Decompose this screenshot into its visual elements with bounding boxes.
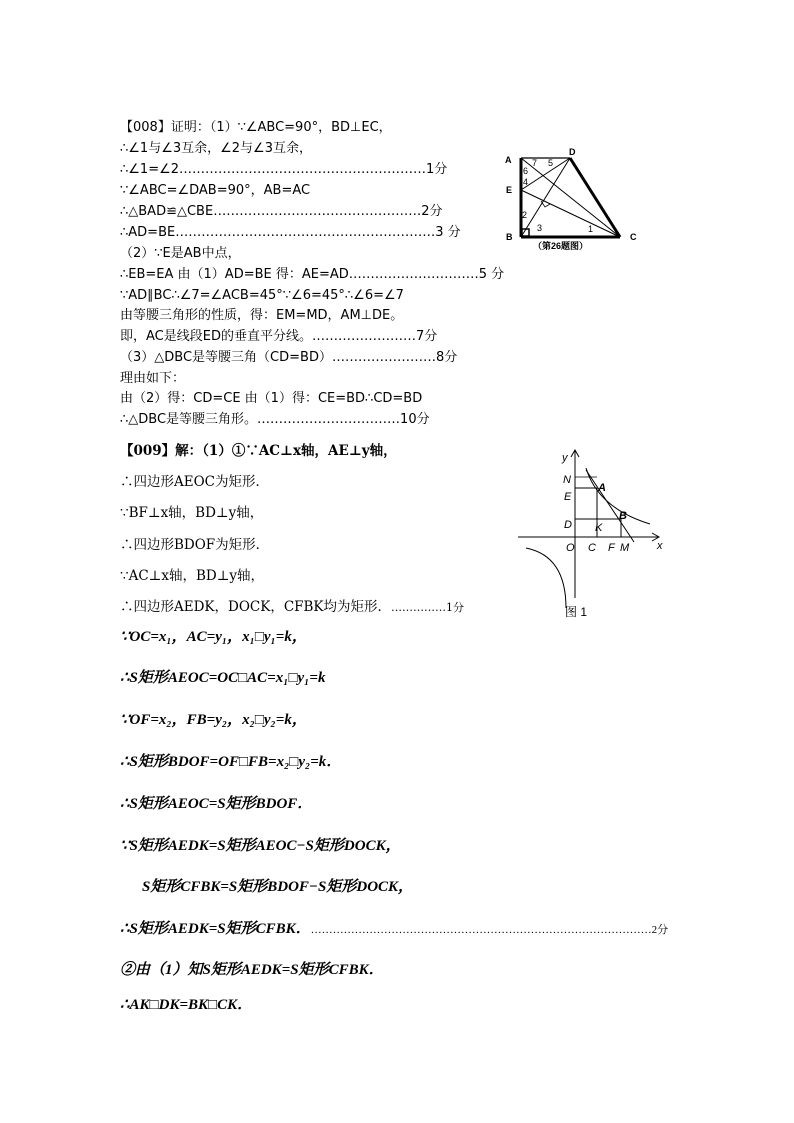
label-o: O [566,542,575,554]
s008-line-2: ∴∠1与∠3互余，∠2与∠3互余， [120,141,312,156]
label-c: C [630,232,637,242]
s009-line-6-text: ∴四边形AEDK，DOCK，CFBK均为矩形． [120,599,392,615]
s009-line-5: ∵AC⊥x轴，BD⊥y轴， [120,568,265,584]
s008-line-1: 【008】证明：（1）∵∠ABC=90°，BD⊥EC， [120,120,392,135]
figure-26-trapezoid [500,145,650,255]
s008-line-11: 即，AC是线段ED的垂直平分线。……………………7分 [120,329,438,344]
s009-line-13: S矩形CFBK=S矩形BDOF−S矩形DOCK， [142,879,414,895]
angle-3: 3 [537,223,543,233]
angle-5: 5 [548,158,554,168]
s009-line-4: ∴四边形BDOF为矩形． [120,537,270,553]
s009-line-16: ∴AK□DK=BK□CK． [120,997,253,1013]
label-d: D [569,147,576,157]
s009-line-2: ∴四边形AEOC为矩形． [120,474,270,490]
label-k: K [595,522,603,534]
label-a: A [505,155,512,165]
s008-line-15: ∴△DBC是等腰三角形。……………………………10分 [120,412,430,427]
s008-line-6: ∴AD=BE……………………………………………………3 分 [120,225,461,240]
figure-1-coordinate-plane [518,448,668,626]
s009-line-8: ∴S矩形AEOC=OC□AC=x₁□y₁=k [120,670,326,686]
label-e: E [564,491,572,503]
angle-7: 7 [532,158,538,168]
angle-2: 2 [522,210,528,220]
label-a: A [598,482,606,494]
s009-line-11: ∴S矩形AEOC=S矩形BDOF． [120,796,313,812]
line-ed [521,158,570,190]
s009-line-9: ∵OF=x₂，FB=y₂，x₂□y₂=k， [120,712,307,728]
s008-line-14: 由（2）得：CD=CE 由（1）得：CE=BD∴CD=BD [120,391,423,406]
label-y: y [562,452,568,464]
s009-line-14-score: …………………………………………………………………………………2分 [310,924,669,936]
label-d: D [564,519,572,531]
s008-line-12: （3）△DBC是等腰三角（CD=BD）……………………8分 [120,350,458,365]
angle-4: 4 [523,177,529,187]
s009-line-15: ②由（1）知S矩形AEDK=S矩形CFBK． [120,962,384,978]
label-b: B [506,232,513,242]
label-c: C [588,542,596,554]
hyperbola-branch-1 [586,468,650,524]
s009-line-7: ∵OC=x₁，AC=y₁，x₁□y₁=k， [120,629,307,645]
angle-6: 6 [523,166,529,176]
s009-line-6-score: ……………1分 [391,601,465,614]
s008-line-3: ∴∠1=∠2…………………………………………………1分 [120,162,448,177]
s008-line-9: ∵AD∥BC∴∠7=∠ACB=45°∵∠6=45°∴∠6=∠7 [120,288,404,303]
s009-text: 【009】解：（1）①∵AC⊥x轴，AE⊥y轴， [120,443,397,459]
label-n: N [563,474,571,486]
s009-line-14-text: ∴S矩形AEDK=S矩形CFBK． [120,921,311,937]
s009-line-1 [120,442,397,460]
label-x: x [657,540,663,552]
s009-line-10: ∴S矩形BDOF=OF□FB=x₂□y₂=k． [120,754,342,770]
label-f: F [608,542,615,554]
label-b: B [619,510,627,522]
s008-line-8: ∴EB=EA 由（1）AD=BE 得：AE=AD…………………………5 分 [120,267,505,282]
line-nm [586,470,634,542]
s009-line-6 [120,598,464,617]
s008-line-4: ∵∠ABC=∠DAB=90°，AB=AC [120,183,311,198]
s008-line-13: 理由如下： [120,371,186,386]
figure-1-caption: 图 1 [565,605,588,619]
s008-line-10: 由等腰三角形的性质，得：EM=MD，AM⊥DE。 [120,308,404,323]
figure-26-caption: （第26题图） [533,241,589,251]
s008-line-5: ∴△BAD≌△CBE…………………………………………2分 [120,204,443,219]
s009-line-14 [120,920,668,939]
s008-line-7: （2）∵E是AB中点， [120,246,241,261]
angle-1: 1 [588,224,594,234]
hyperbola-branch-3 [526,548,566,608]
label-m: M [620,542,630,554]
s009-line-3: ∵BF⊥x轴，BD⊥y轴， [120,505,264,521]
s009-line-12: ∵S矩形AEDK=S矩形AEOC−S矩形DOCK， [120,838,401,854]
label-e: E [506,185,513,195]
line-bd [521,158,570,237]
